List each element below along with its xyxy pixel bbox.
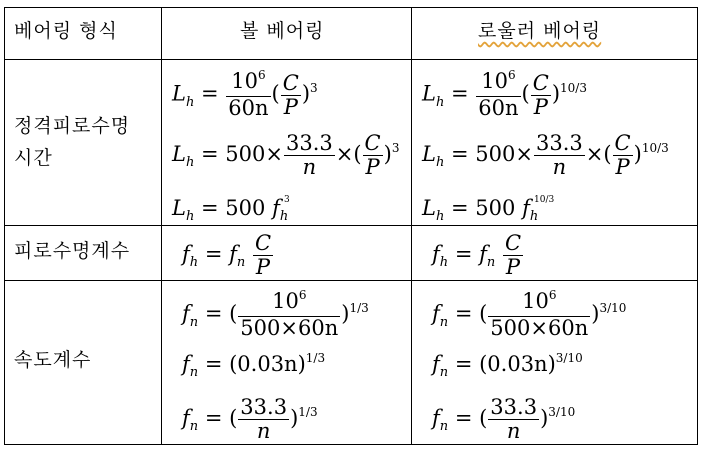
- ball-speed-factor-equation-2: $f_n = (0.03n)^{1/3}$: [182, 351, 326, 380]
- column-divider: [411, 7, 412, 445]
- table-border-left: [4, 7, 5, 445]
- ball-life-equation-1: $L_h$ = $\frac{10^6}{60n}$ ( $\frac{C}{P}$ )$^3$: [172, 68, 318, 120]
- header-roller-bearing: 로울러 베어링: [478, 20, 602, 42]
- ball-speed-factor-equation-3: $f_n$ = ( $\frac{33.3}{n}$ )$^{1/3}$: [182, 395, 318, 443]
- roller-life-equation-3: $L_h = 500$ $f_h$ 10/3: [422, 195, 555, 224]
- ball-fatigue-factor-equation: $f_h = f_n$ $\frac{C}{P}$: [182, 231, 272, 279]
- roller-life-equation-2: $L_h = 500\times$ $\frac{33.3}{n}$ ×( $\frac{C}{P}$ )$^{10/3}$: [422, 131, 669, 179]
- bearing-table: [4, 7, 698, 445]
- row-divider: [4, 280, 698, 281]
- roller-speed-factor-equation-2: $f_n = (0.03n)^{3/10}$: [432, 351, 583, 380]
- roller-fatigue-factor-equation: $f_h = f_n$ $\frac{C}{P}$: [432, 231, 522, 279]
- column-divider: [161, 7, 162, 445]
- roller-speed-factor-equation-3: $f_n$ = ( $\frac{33.3}{n}$ )$^{3/10}$: [432, 395, 576, 443]
- header-ball-bearing: 볼 베어링: [240, 20, 325, 42]
- table-border-top: [4, 7, 698, 8]
- label-hours: 시간: [14, 147, 53, 169]
- table-border-bottom: [4, 444, 698, 445]
- row-divider: [4, 225, 698, 226]
- ball-life-equation-3: $L_h = 500$ $f_h$ 3: [172, 195, 290, 224]
- table-border-right: [697, 7, 698, 445]
- ball-speed-factor-equation-1: $f_n$ = ( $\frac{10^6}{500\times 60n}$ )$^{1/3}$: [182, 288, 369, 340]
- label-speed-factor: 속도계수: [14, 349, 92, 371]
- roller-speed-factor-equation-1: $f_n$ = ( $\frac{10^6}{500\times 60n}$ )$^{3/10}$: [432, 288, 627, 340]
- header-divider: [4, 59, 698, 60]
- ball-life-equation-2: $L_h = 500\times$ $\frac{33.3}{n}$ ×( $\frac{C}{P}$ )$^3$: [172, 131, 400, 179]
- header-bearing-type: 베어링 형식: [14, 20, 118, 42]
- roller-life-equation-1: $L_h$ = $\frac{10^6}{60n}$ ( $\frac{C}{P}$ )$^{10/3}$: [422, 68, 587, 120]
- label-fatigue-life-factor: 피로수명계수: [14, 240, 131, 262]
- label-rated-fatigue-life: 정격피로수명: [14, 115, 131, 137]
